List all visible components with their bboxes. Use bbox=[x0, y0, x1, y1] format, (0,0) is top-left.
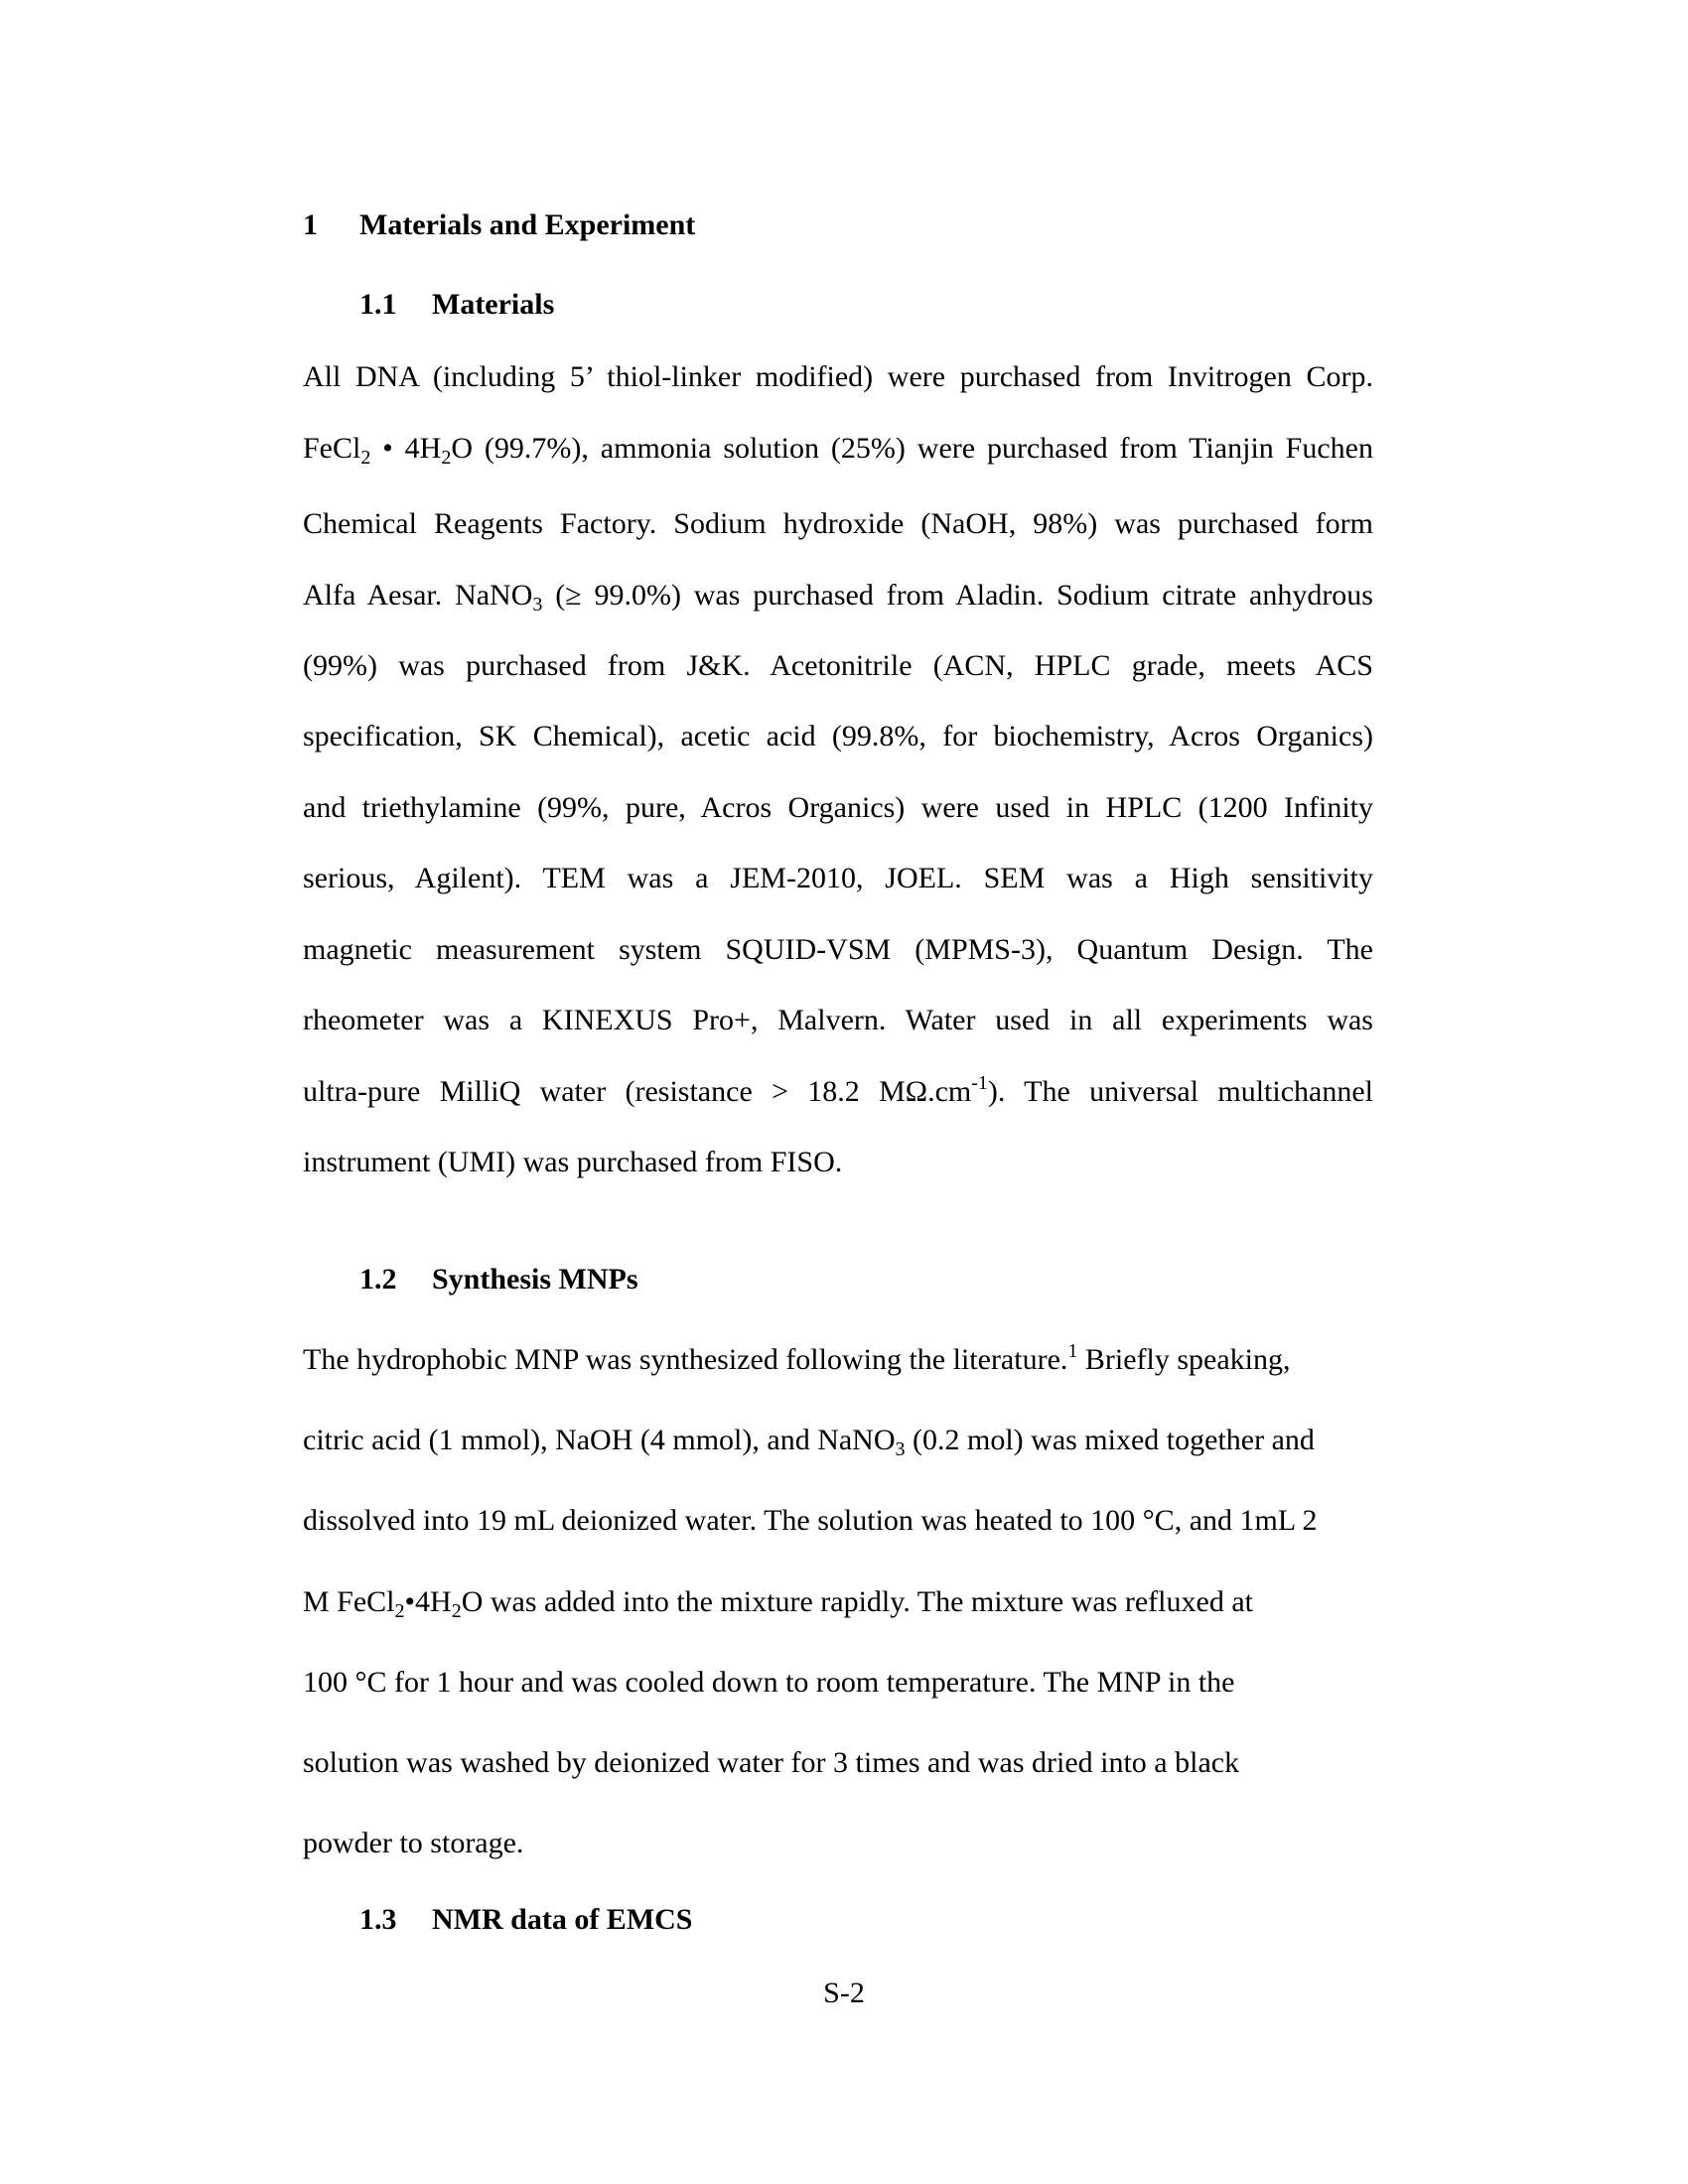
paragraph-line: ultra-pure MilliQ water (resistance > 18.2 $M\Omega.cm^{-1}$). The universal multichannel bbox=[303, 1072, 1373, 1108]
section-number: 1.3 bbox=[359, 1903, 397, 1936]
paragraph-line: and triethylamine (99%, pure, Acros Organics) were used in HPLC (1200 Infinity bbox=[303, 791, 1373, 824]
paragraph-line: FeCl$_2$ • $4H_2O$ (99.7%), ammonia solution (25%) were purchased from Tianjin Fuchen bbox=[303, 432, 1373, 469]
section-heading-1-2 bbox=[359, 1263, 638, 1297]
section-heading-1-3 bbox=[359, 1903, 693, 1937]
paragraph-line: serious, Agilent). TEM was a JEM-2010, JOEL. SEM was a High sensitivity bbox=[303, 862, 1373, 894]
section-number: 1.1 bbox=[359, 288, 397, 321]
paragraph-line: powder to storage. bbox=[303, 1827, 524, 1859]
paragraph-line: rheometer was a KINEXUS Pro+, Malvern. Water used in all experiments was bbox=[303, 1004, 1373, 1036]
section-number: 1.2 bbox=[359, 1263, 397, 1296]
paragraph-line: Chemical Reagents Factory. Sodium hydroxide (NaOH, 98%) was purchased form bbox=[303, 507, 1373, 540]
paragraph-line: citric acid (1 mmol), NaOH (4 mmol), and NaNO$_3$ (0.2 mol) was mixed together and bbox=[303, 1424, 1315, 1460]
paragraph-line: M $FeCl_2•4H_2O$ was added into the mixture rapidly. The mixture was refluxed at bbox=[303, 1585, 1253, 1622]
section-number: 1 bbox=[303, 208, 318, 241]
paragraph-line: specification, SK Chemical), acetic acid (99.8%, for biochemistry, Acros Organics) bbox=[303, 720, 1373, 752]
paragraph-line: (99%) was purchased from J&K. Acetonitrile (ACN, HPLC grade, meets ACS bbox=[303, 649, 1373, 682]
section-title: NMR data of EMCS bbox=[432, 1903, 693, 1936]
section-title: Materials and Experiment bbox=[359, 208, 696, 241]
paragraph-line: solution was washed by deionized water for 3 times and was dried into a black bbox=[303, 1746, 1240, 1779]
paragraph-line: magnetic measurement system SQUID-VSM (MPMS-3), Quantum Design. The bbox=[303, 933, 1373, 966]
paragraph-line: dissolved into 19 mL deionized water. The solution was heated to 100 °C, and 1mL 2 bbox=[303, 1504, 1318, 1537]
paragraph-line: instrument (UMI) was purchased from FISO. bbox=[303, 1146, 843, 1178]
paragraph-line: The hydrophobic MNP was synthesized following the literature.$^1$ Briefly speaking, bbox=[303, 1340, 1291, 1376]
page-number: S-2 bbox=[823, 1977, 865, 2009]
section-heading-1 bbox=[303, 208, 695, 242]
paragraph-line: Alfa Aesar. NaNO$_3$ (≥ 99.0%) was purchased from Aladin. Sodium citrate anhydrous bbox=[303, 579, 1373, 615]
section-heading-1-1 bbox=[359, 288, 554, 322]
paragraph-line: All DNA (including 5’ thiol-linker modified) were purchased from Invitrogen Corp. bbox=[303, 360, 1373, 393]
section-title: Synthesis MNPs bbox=[432, 1263, 638, 1296]
paragraph-line: 100 °C for 1 hour and was cooled down to room temperature. The MNP in the bbox=[303, 1666, 1235, 1699]
section-title: Materials bbox=[432, 288, 555, 321]
